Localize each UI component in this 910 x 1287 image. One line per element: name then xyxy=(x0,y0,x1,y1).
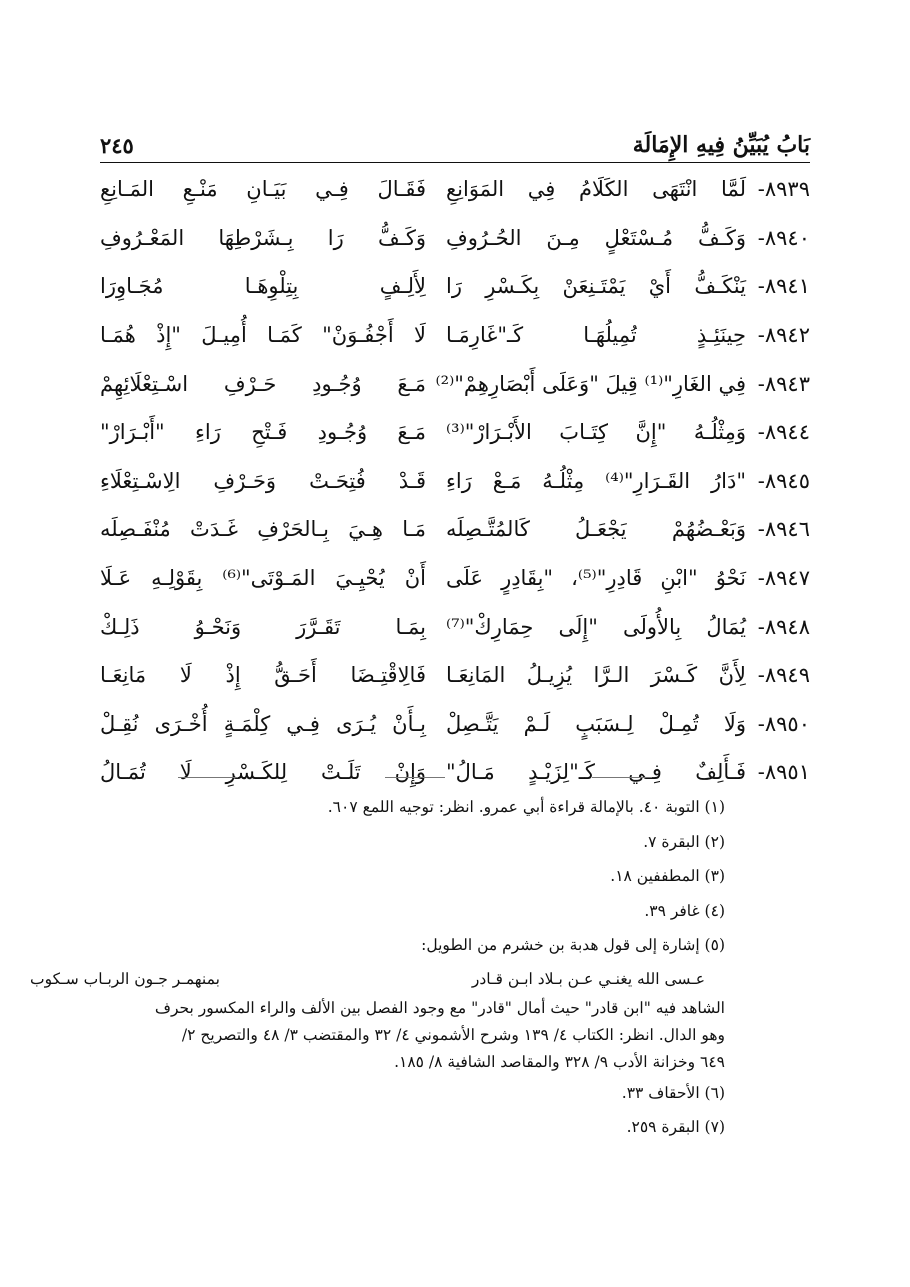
verse-line xyxy=(100,457,810,506)
second-hemistich: وَإِنْ تَلَـتْ لِلكَـسْرِ لَا تُمَـالُ xyxy=(100,760,426,785)
footnote-item: (٢) البقرة ٧. xyxy=(643,832,725,851)
footnote-item: (١) التوبة ٤٠. بالإمالة قراءة أبي عمرو. انظر: توجيه اللمع ٦٠٧. xyxy=(327,798,725,816)
verse-number: ٨٩٥٠- xyxy=(757,711,810,736)
verse-number: ٨٩٤٥- xyxy=(757,468,810,493)
second-hemistich: فَقَـالَ فِـي بَيَـانِ مَنْـعِ المَـانِعِ xyxy=(100,177,426,202)
verse-line xyxy=(100,262,810,311)
second-hemistich: لِأَلِـفٍ بِتِلْوِهَـا مُجَـاوِرَا xyxy=(100,274,426,299)
second-hemistich: بِـأَنْ يُـرَى فِـي كِلْمَـةٍ أُخْـرَى نُقِـلْ xyxy=(100,711,426,736)
first-hemistich: يَنْكَـفُّ أَيْ يَمْتَـنِعَنْ بِكَـسْرِ رَا xyxy=(446,274,746,299)
first-hemistich: وَكَـفُّ مُـسْتَعْلٍ مِـنَ الحُـرُوفِ xyxy=(446,225,746,250)
running-header xyxy=(100,118,810,163)
poem-first-hemistich: عـسى الله يغنـي عـن بـلاد ابـن قـادر xyxy=(471,969,705,988)
verse-number: ٨٩٤١- xyxy=(757,274,810,299)
second-hemistich: قَـدْ فُتِحَـتْ وَحَـرْفِ الِاسْـتِعْلَاءِ xyxy=(100,468,426,493)
verse-list xyxy=(100,165,810,797)
second-hemistich: مَـعَ وُجُـودِ فَـتْحِ رَاءِ "أَبْـرَارْ" xyxy=(100,420,426,445)
page-number: ٢٤٥ xyxy=(100,133,134,158)
verse-number: ٨٩٤٨- xyxy=(757,614,810,639)
verse-number: ٨٩٤٩- xyxy=(757,663,810,688)
verse-number: ٨٩٥١- xyxy=(757,760,810,785)
chapter-title: بَابُ يُبَيِّنُ فِيهِ الإِمَالَة xyxy=(632,132,810,158)
second-hemistich: لَا أَجْفُـوَنْ" كَمَـا أُمِيـلَ "إِذْ هُمَـا xyxy=(100,323,426,348)
verse-line xyxy=(100,214,810,263)
second-hemistich: فَالِاقْتِـضَا أَحَـقُّ إِذْ لَا مَانِعَـا xyxy=(100,663,426,688)
verse-number: ٨٩٤٢- xyxy=(757,323,810,348)
footnote-continuation: الشاهد فيه "ابن قادر" حيث أمال "قادر" مع وجود الفصل بين الألف والراء المكسور بحرف xyxy=(154,998,725,1017)
verse-number: ٨٩٤٤- xyxy=(757,420,810,445)
footnote-continuation: ٦٤٩ وخزانة الأدب ٩/ ٣٢٨ والمقاصد الشافية ٨/ ١٨٥. xyxy=(394,1052,725,1071)
first-hemistich: لَمَّا انْتَهَى الكَلَامُ فِي المَوَانِعِ xyxy=(446,177,746,202)
first-hemistich: يُمَالُ بِالأُولَى "إِلَى حِمَارِكْ"⁽⁷⁾ xyxy=(446,614,746,639)
second-hemistich: وَكَـفُّ رَا بِـشَرْطِهَا المَعْـرُوفِ xyxy=(100,225,426,250)
first-hemistich: فَـأَلِفٌ فِـي كَـ"لِزَيْـدٍ مَـالُ" xyxy=(446,760,746,785)
footnote-item: (٧) البقرة ٢٥٩. xyxy=(626,1118,725,1136)
first-hemistich: لِأَنَّ كَـسْرَ الـرَّا يُزِيـلُ المَانِعَـا xyxy=(446,663,746,688)
verse-line xyxy=(100,554,810,603)
footnote-separator xyxy=(105,777,725,779)
first-hemistich: "دَارُ القَـرَارِ"⁽⁴⁾ مِثْلُـهُ مَـعْ رَاءِ xyxy=(446,468,746,493)
footnote-continuation: وهو الدال. انظر: الكتاب ٤/ ١٣٩ وشرح الأشموني ٤/ ٣٢ والمقتضب ٣/ ٤٨ والتصريح ٢/ xyxy=(181,1025,725,1044)
verse-line xyxy=(100,505,810,554)
second-hemistich: بِمَـا تَقَـرَّرَ وَنَحْـوُ ذَلِـكْ xyxy=(100,614,426,639)
verse-line xyxy=(100,408,810,457)
verse-number: ٨٩٤٣- xyxy=(757,371,810,396)
verse-number: ٨٩٤٧- xyxy=(757,566,810,591)
verse-line xyxy=(100,602,810,651)
footnote-item: (٣) المطففين ١٨. xyxy=(610,867,725,885)
second-hemistich: مَـا هِـيَ بِـالحَرْفِ غَـدَتْ مُنْفَـصِلَه xyxy=(100,517,426,542)
verse-line xyxy=(100,700,810,749)
verse-line xyxy=(100,359,810,408)
verse-line xyxy=(100,651,810,700)
second-hemistich: مَـعَ وُجُـودِ حَـرْفِ اسْـتِعْلَائِهِمْ xyxy=(100,371,426,396)
first-hemistich: وَلَا تُمِـلْ لِـسَبَبٍ لَـمْ يَتَّـصِلْ xyxy=(446,711,746,736)
footnotes xyxy=(30,790,725,1145)
first-hemistich: نَحْوُ "ابْنِ قَادِرِ"⁽⁵⁾، "بِقَادِرٍ عَلَى xyxy=(446,566,747,591)
first-hemistich: حِينَئِـذٍ تُمِيلُهَـا كَـ"غَارِمَـا xyxy=(446,323,746,348)
first-hemistich: وَمِثْلُـهُ "إِنَّ كِتَـابَ الأَبْـرَارْ"⁽³⁾ xyxy=(446,420,746,445)
verse-number: ٨٩٤٠- xyxy=(757,225,810,250)
verse-line xyxy=(100,311,810,360)
second-hemistich: أَنْ يُحْيِـيَ المَـوْتَى"⁽⁶⁾ بِقَوْلِـهِ عَـلَا xyxy=(100,566,426,591)
footnote-item: (٥) إشارة إلى قول هدبة بن خشرم من الطويل: xyxy=(421,936,725,954)
poem-second-hemistich: بمنهمـر جـون الربـاب سـكوب xyxy=(30,969,220,988)
footnote-poem-verse xyxy=(30,963,725,995)
verse-line xyxy=(100,165,810,214)
first-hemistich: وَبَعْـضُهُمْ يَجْعَـلُ كَالمُتَّـصِلَه xyxy=(446,517,746,542)
footnote-item: (٤) غافر ٣٩. xyxy=(644,901,725,920)
verse-number: ٨٩٤٦- xyxy=(757,517,810,542)
footnote-item: (٦) الأحقاف ٣٣. xyxy=(621,1083,725,1102)
first-hemistich: فِي الغَارِ"⁽¹⁾ قِيلَ "وَعَلَى أَبْصَارِهِمْ"⁽²⁾ xyxy=(435,371,746,396)
verse-number: ٨٩٣٩- xyxy=(757,177,810,202)
